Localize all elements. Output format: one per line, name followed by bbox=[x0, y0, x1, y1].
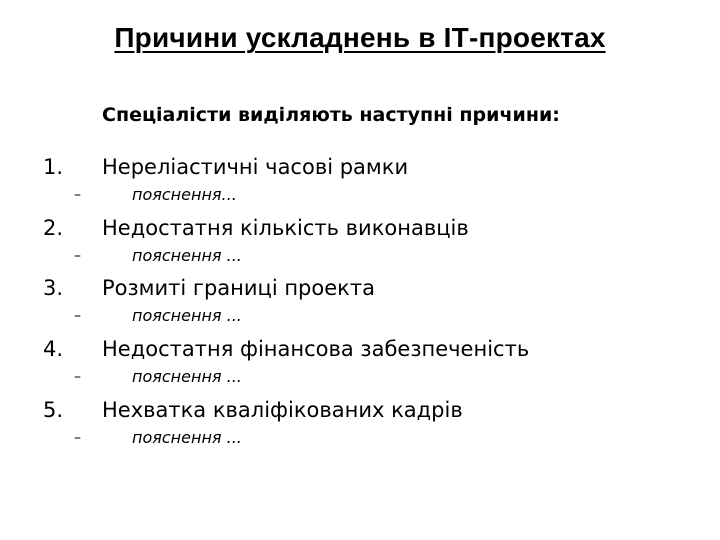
list-subitem bbox=[0, 365, 720, 389]
dash-bullet: – bbox=[74, 369, 81, 385]
list-item-number: 2. bbox=[43, 216, 64, 240]
list-item bbox=[0, 213, 720, 243]
list-item bbox=[0, 273, 720, 303]
list-subitem bbox=[0, 183, 720, 207]
list-subitem bbox=[0, 244, 720, 268]
dash-bullet: – bbox=[74, 187, 81, 203]
list-subitem-text: пояснення... bbox=[132, 185, 237, 204]
list-item-number: 4. bbox=[43, 337, 64, 361]
list-item-label: Нехватка кваліфікованих кадрів bbox=[102, 398, 463, 422]
list-subitem-text: пояснення ... bbox=[132, 246, 242, 265]
list-item bbox=[0, 395, 720, 425]
list-item-label: Недостатня фінансова забезпеченість bbox=[102, 337, 530, 361]
list-item bbox=[0, 152, 720, 182]
slide-subtitle: Спеціалісти виділяють наступні причини: bbox=[102, 104, 560, 126]
list-subitem-text: пояснення ... bbox=[132, 306, 242, 325]
list-item-number: 5. bbox=[43, 398, 64, 422]
list-item-label: Нереліастичні часові рамки bbox=[102, 155, 409, 179]
dash-bullet: – bbox=[74, 308, 81, 324]
list-item bbox=[0, 334, 720, 364]
list-item-label: Недостатня кількість виконавців bbox=[102, 216, 469, 240]
list-item-label: Розмиті границі проекта bbox=[102, 276, 375, 300]
list-subitem bbox=[0, 426, 720, 450]
list-subitem-text: пояснення ... bbox=[132, 367, 242, 386]
dash-bullet: – bbox=[74, 248, 81, 264]
list-subitem-text: пояснення ... bbox=[132, 428, 242, 447]
list-item-number: 3. bbox=[43, 276, 64, 300]
dash-bullet: – bbox=[74, 430, 81, 446]
slide-title: Причини ускладнень в ІТ-проектах bbox=[114, 22, 606, 53]
list-item-number: 1. bbox=[43, 155, 64, 179]
list-subitem bbox=[0, 304, 720, 328]
